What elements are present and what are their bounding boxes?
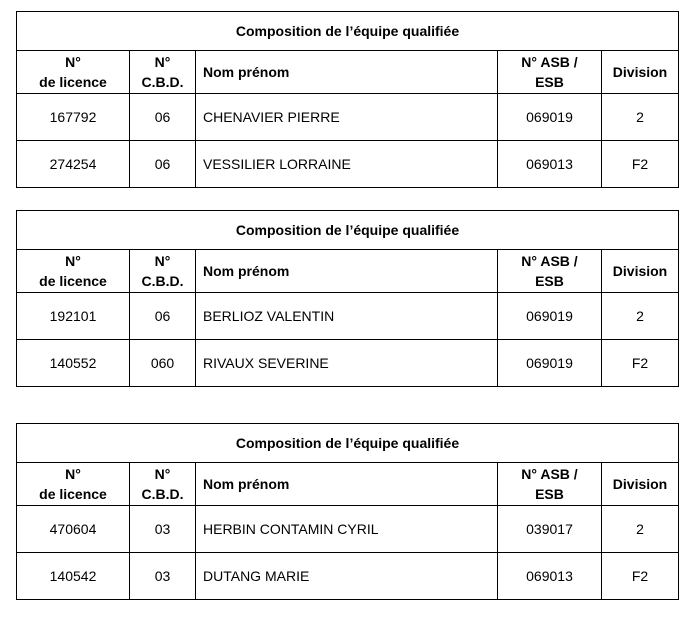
table-row (17, 141, 679, 188)
header-cbd: N° C.B.D. (130, 51, 196, 94)
cell-licence: 470604 (17, 506, 130, 553)
cell-name: RIVAUX SEVERINE (196, 340, 498, 387)
cell-asb: 069019 (498, 94, 602, 141)
cell-cbd: 060 (130, 340, 196, 387)
header-division: Division (602, 463, 679, 506)
header-name: Nom prénom (196, 463, 498, 506)
cell-licence: 140552 (17, 340, 130, 387)
cell-name: BERLIOZ VALENTIN (196, 293, 498, 340)
cell-asb: 039017 (498, 506, 602, 553)
cell-division: 2 (602, 293, 679, 340)
cell-cbd: 06 (130, 293, 196, 340)
cell-name: CHENAVIER PIERRE (196, 94, 498, 141)
team-title: Composition de l’équipe qualifiée (17, 424, 679, 463)
header-licence: N° de licence (17, 250, 130, 293)
header-asb: N° ASB / ESB (498, 463, 602, 506)
cell-licence: 274254 (17, 141, 130, 188)
cell-division: 2 (602, 94, 679, 141)
header-asb: N° ASB / ESB (498, 250, 602, 293)
header-cbd: N° C.B.D. (130, 250, 196, 293)
cell-licence: 140542 (17, 553, 130, 600)
cell-name: VESSILIER LORRAINE (196, 141, 498, 188)
cell-division: F2 (602, 340, 679, 387)
header-name: Nom prénom (196, 51, 498, 94)
cell-cbd: 06 (130, 141, 196, 188)
header-cbd: N° C.B.D. (130, 463, 196, 506)
header-row (17, 463, 679, 506)
header-row (17, 51, 679, 94)
cell-cbd: 06 (130, 94, 196, 141)
cell-asb: 069019 (498, 340, 602, 387)
cell-cbd: 03 (130, 553, 196, 600)
cell-name: DUTANG MARIE (196, 553, 498, 600)
header-name: Nom prénom (196, 250, 498, 293)
team-title: Composition de l’équipe qualifiée (17, 211, 679, 250)
team-title: Composition de l’équipe qualifiée (17, 12, 679, 51)
team-table-3 (16, 423, 679, 600)
header-licence: N° de licence (17, 463, 130, 506)
header-asb: N° ASB / ESB (498, 51, 602, 94)
table-row (17, 506, 679, 553)
cell-asb: 069013 (498, 553, 602, 600)
table-row (17, 553, 679, 600)
cell-division: F2 (602, 141, 679, 188)
team-table-1 (16, 11, 679, 188)
table-row (17, 340, 679, 387)
cell-division: F2 (602, 553, 679, 600)
header-division: Division (602, 250, 679, 293)
cell-cbd: 03 (130, 506, 196, 553)
cell-name: HERBIN CONTAMIN CYRIL (196, 506, 498, 553)
header-licence: N° de licence (17, 51, 130, 94)
header-row (17, 250, 679, 293)
cell-asb: 069013 (498, 141, 602, 188)
header-division: Division (602, 51, 679, 94)
cell-licence: 167792 (17, 94, 130, 141)
table-row (17, 293, 679, 340)
team-table-2 (16, 210, 679, 387)
cell-licence: 192101 (17, 293, 130, 340)
table-row (17, 94, 679, 141)
cell-asb: 069019 (498, 293, 602, 340)
cell-division: 2 (602, 506, 679, 553)
